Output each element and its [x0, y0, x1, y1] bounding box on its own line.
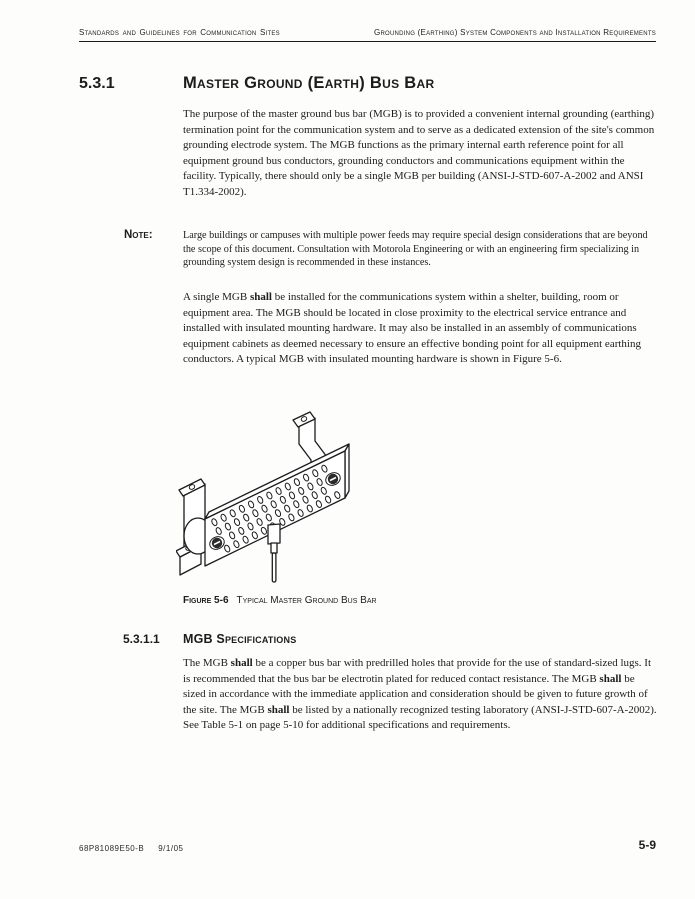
figure-caption — [183, 595, 377, 606]
text-segment: The MGB — [183, 657, 231, 669]
paragraph-installation — [183, 290, 657, 368]
subsection-heading — [123, 632, 296, 646]
subsection-number: 5.3.1.1 — [123, 632, 160, 646]
figure-caption-label: Figure 5-6 — [183, 595, 229, 606]
page-header — [79, 28, 656, 42]
text-segment: be listed by a nationally recognized testing laboratory (ANSI-J-STD-607-A-2002). See Table 5-1 on page 5-10 for additional specifications and requirements. — [183, 703, 657, 732]
figure-caption-text: Typical Master Ground Bus Bar — [236, 595, 377, 606]
bold-shall: shall — [267, 703, 290, 716]
text-segment: be a copper bus bar with predrilled holes that provide for the use of standard-sized lugs. It is recommended that the bus bar be electrotin plated for reduced contact resistance. The MGB — [183, 657, 652, 685]
note-block — [124, 229, 657, 270]
note-text: Large buildings or campuses with multiple power feeds may require special design considerations that are beyond the scope of this document. Consultation with Motorola Engineering or with an engineering firm specializing in grounding system design is recommended in these instances. — [183, 230, 648, 269]
header-left-title: Standards and Guidelines for Communication Sites — [79, 28, 280, 37]
section-title: Master Ground (Earth) Bus Bar — [183, 74, 435, 92]
figure-5-6 — [176, 407, 422, 591]
footer-page-number: 5-9 — [638, 838, 656, 852]
bold-shall: shall — [230, 657, 253, 669]
paragraph-specifications — [183, 656, 657, 734]
text-segment: A single MGB — [183, 291, 250, 303]
ground-conductor — [268, 524, 280, 582]
note-label: Note: — [124, 229, 153, 241]
bold-shall: shall — [249, 291, 272, 303]
section-heading — [79, 74, 434, 93]
text-segment: be sized in accordance with the immediate application and consideration should be given to future growth of the site. The MGB — [183, 672, 648, 716]
bold-shall: shall — [599, 672, 622, 685]
footer-doc-number: 68P81089E50-B — [79, 844, 145, 853]
footer-document-id — [79, 844, 183, 853]
footer-date: 9/1/05 — [158, 844, 184, 853]
subsection-title: MGB Specifications — [183, 632, 297, 646]
section-number: 5.3.1 — [79, 75, 115, 92]
figure-5-6-drawing — [176, 407, 422, 591]
text-segment: be installed for the communications system within a shelter, building, room or equipment area. The MGB should be located in close proximity to the electrical service entrance and installed with insulated mounting hardware. It may also be installed in an assembly of communications equipment cabinets as deemed necessary to ensure an effective bonding point for all equipment earthing conductors. A typical MGB with insulated mounting hardware is shown in Figure 5-6. — [183, 291, 641, 366]
header-right-title: Grounding (Earthing) System Components and Installation Requirements — [373, 28, 656, 37]
paragraph-purpose: The purpose of the master ground bus bar (MGB) is to provided a convenient internal grounding (earthing) termination point for the communication system and to serve as a dedicated extension of the site's common grounding electrode system. The MGB functions as the primary internal earth reference point for all equipment ground bus conductors, grounding conductors and communications equipment within the facility. Typically, there should only be a single MGB per building (ANSI-J-STD-607-A-2002 and ANSI T1.334-2002). — [183, 108, 655, 198]
